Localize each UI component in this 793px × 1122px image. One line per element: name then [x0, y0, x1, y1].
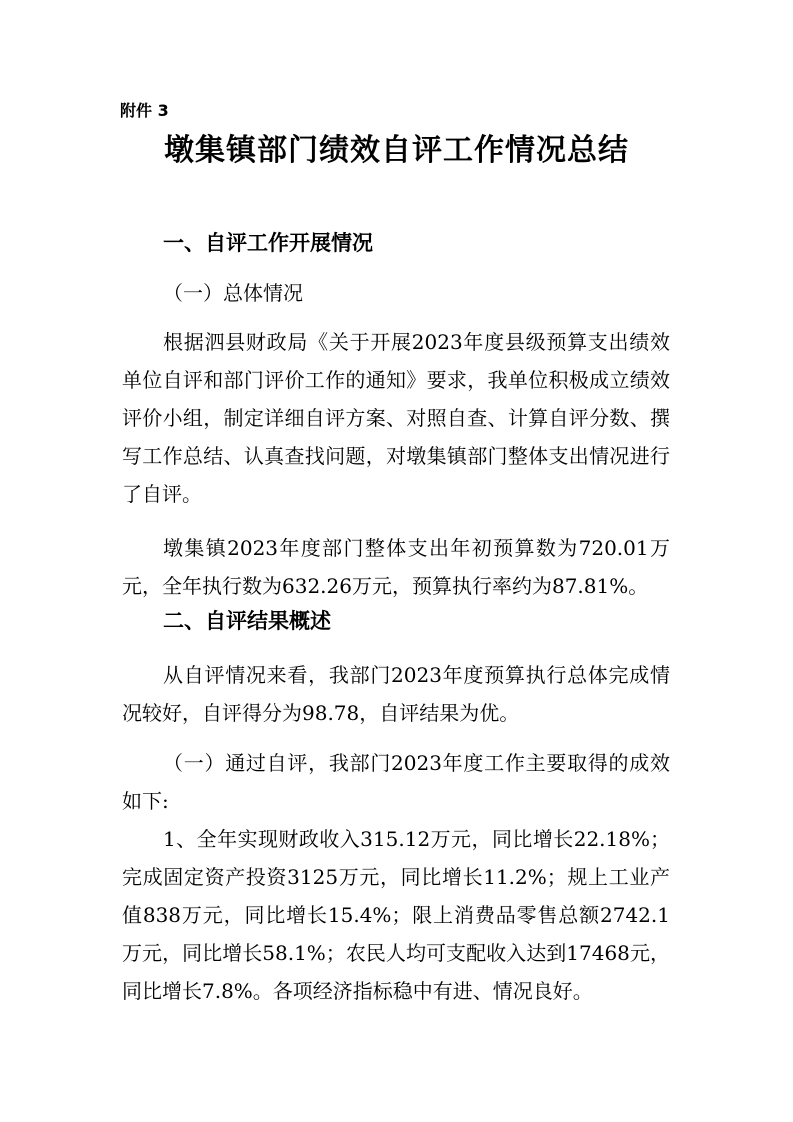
document-title: 墩集镇部门绩效自评工作情况总结	[164, 133, 629, 168]
section-heading-1: 一、自评工作开展情况	[163, 231, 373, 255]
attachment-label: 附件 3	[120, 101, 169, 120]
subsection-heading-overview: （一）总体情况	[163, 281, 303, 305]
paragraph-economic-indicators: 1、全年实现财政收入315.12万元，同比增长22.18%；完成固定资产投资3125万元，同比增长11.2%；规上工业产值838万元，同比增长15.4%；限上消费品零售总额2742.1万元，同比增长58.1%；农民人均可支配收入达到17468元，同比增长7.8%。各项经济指标稳中有进、情况良好。	[122, 827, 670, 1003]
paragraph-evaluation-basis: 根据泗县财政局《关于开展2023年度县级预算支出绩效单位自评和部门评价工作的通知》要求，我单位积极成立绩效评价小组，制定详细自评方案、对照自查、计算自评分数、撰写工作总结、认真查找问题，对墩集镇部门整体支出情况进行了自评。	[122, 330, 670, 506]
paragraph-budget-execution: 墩集镇2023年度部门整体支出年初预算数为720.01万元，全年执行数为632.26万元，预算执行率约为87.81%。	[122, 536, 670, 598]
paragraph-evaluation-result: 从自评情况来看，我部门2023年度预算执行总体完成情况较好，自评得分为98.78，自评结果为优。	[122, 663, 670, 725]
section-heading-2: 二、自评结果概述	[163, 609, 331, 633]
paragraph-achievements-intro: （一）通过自评，我部门2023年度工作主要取得的成效如下:	[122, 751, 670, 813]
